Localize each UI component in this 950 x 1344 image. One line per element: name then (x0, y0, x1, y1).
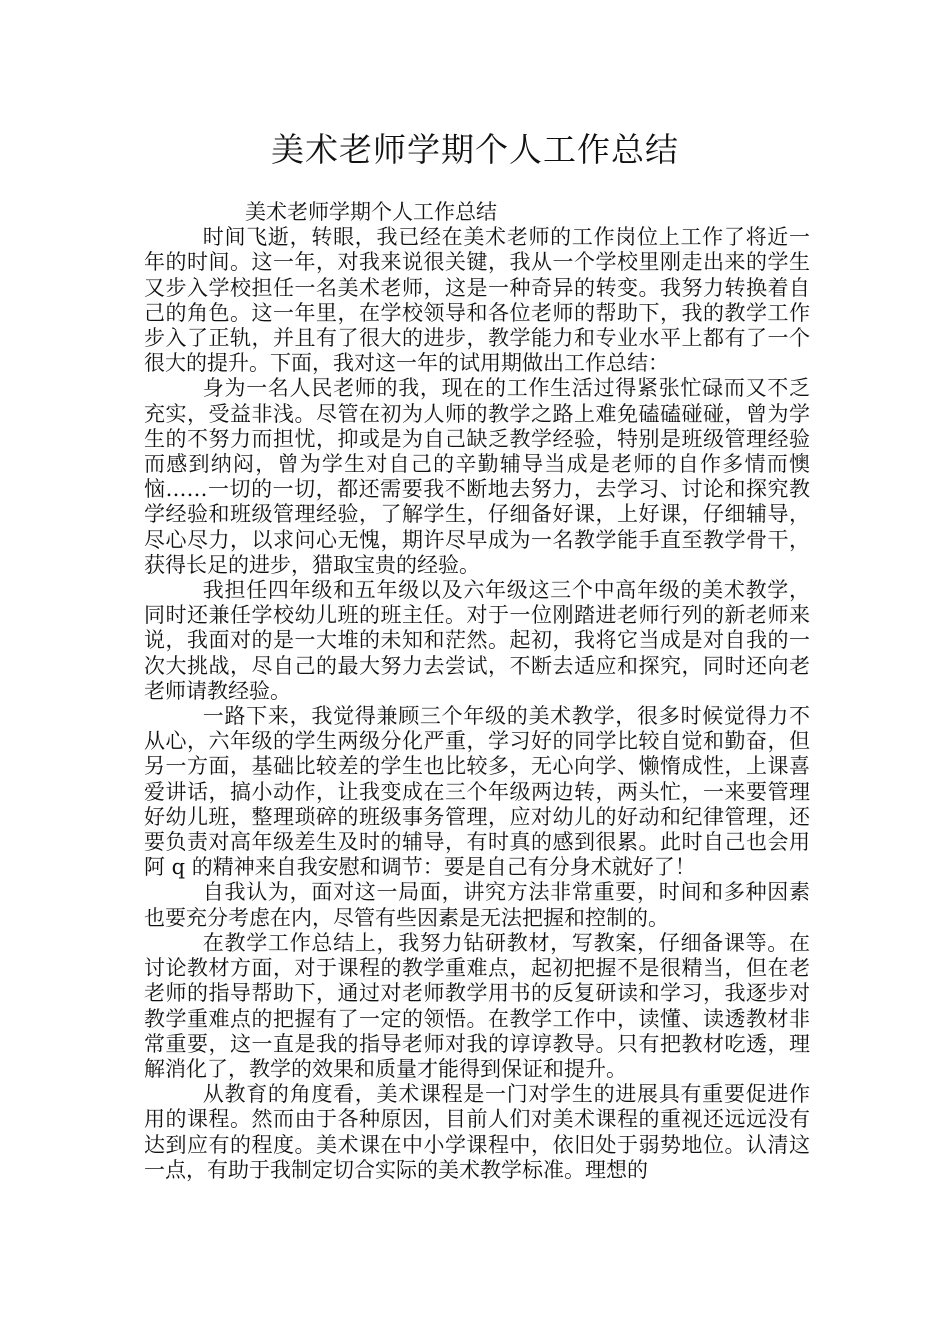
paragraph-intro: 时间飞逝，转眼，我已经在美术老师的工作岗位上工作了将近一年的时间。这一年，对我来说很关键，我从一个学校里刚走出来的学生又步入学校担任一名美术老师，这是一种奇异的转变。我努力转换着自己的角色。这一年里，在学校领导和各位老师的帮助下，我的教学工作步入了正轨，并且有了很大的进步，教学能力和专业水平上都有了一个很大的提升。下面，我对这一年的试用期做出工作总结： (144, 225, 810, 376)
paragraph-teaching-duties: 我担任四年级和五年级以及六年级这三个中高年级的美术教学，同时还兼任学校幼儿班的班主任。对于一位刚踏进老师行列的新老师来说，我面对的是一大堆的未知和茫然。起初，我将它当成是对自我的一次大挑战，尽自己的最大努力去尝试，不断去适应和探究，同时还向老老师请教经验。 (144, 578, 810, 703)
paragraph-challenges: 一路下来，我觉得兼顾三个年级的美术教学，很多时候觉得力不从心，六年级的学生两级分化严重，学习好的同学比较自觉和勤奋，但另一方面，基础比较差的学生也比较多，无心向学、懒惰成性，上课喜爱讲话，搞小动作，让我变成在三个年级两边转，两头忙，一来要管理好幼儿班，整理琐碎的班级事务管理，应对幼儿的好动和纪律管理，还要负责对高年级差生及时的辅导，有时真的感到很累。此时自己也会用阿 q 的精神来自我安慰和调节：要是自己有分身术就好了！ (144, 704, 810, 880)
document-title: 美术老师学期个人工作总结 (271, 130, 679, 169)
paragraph-art-education: 从教育的角度看，美术课程是一门对学生的进展具有重要促进作用的课程。然而由于各种原因，目前人们对美术课程的重视还远远没有达到应有的程度。美术课在中小学课程中，依旧处于弱势地位。认清这一点，有助于我制定切合实际的美术教学标准。理想的 (144, 1082, 810, 1182)
document-body (144, 200, 810, 1183)
document-subtitle: 美术老师学期个人工作总结 (245, 200, 497, 224)
paragraph-teacher-life: 身为一名人民老师的我，现在的工作生活过得紧张忙碌而又不乏充实，受益非浅。尽管在初为人师的教学之路上难免磕磕碰碰，曾为学生的不努力而担忧，抑或是为自己缺乏教学经验，特别是班级管理经验而感到纳闷，曾为学生对自己的辛勤辅导当成是老师的自作多情而懊恼……一切的一切，都还需要我不断地去努力，去学习、讨论和探究教学经验和班级管理经验，了解学生，仔细备好课，上好课，仔细辅导，尽心尽力，以求问心无愧，期许尽早成为一名教学能手直至教学骨干，获得长足的进步，猎取宝贵的经验。 (144, 376, 810, 577)
paragraph-teaching-summary: 在教学工作总结上，我努力钻研教材，写教案，仔细备课等。在讨论教材方面，对于课程的教学重难点，起初把握不是很精当，但在老老师的指导帮助下，通过对老师教学用书的反复研读和学习，我逐步对教学重难点的把握有了一定的领悟。在教学工作中，读懂、读透教材非常重要，这一直是我的指导老师对我的谆谆教导。只有把教材吃透，理解消化了，教学的效果和质量才能得到保证和提升。 (144, 930, 810, 1081)
paragraph-method: 自我认为，面对这一局面，讲究方法非常重要，时间和多种因素也要充分考虑在内，尽管有些因素是无法把握和控制的。 (144, 880, 810, 930)
